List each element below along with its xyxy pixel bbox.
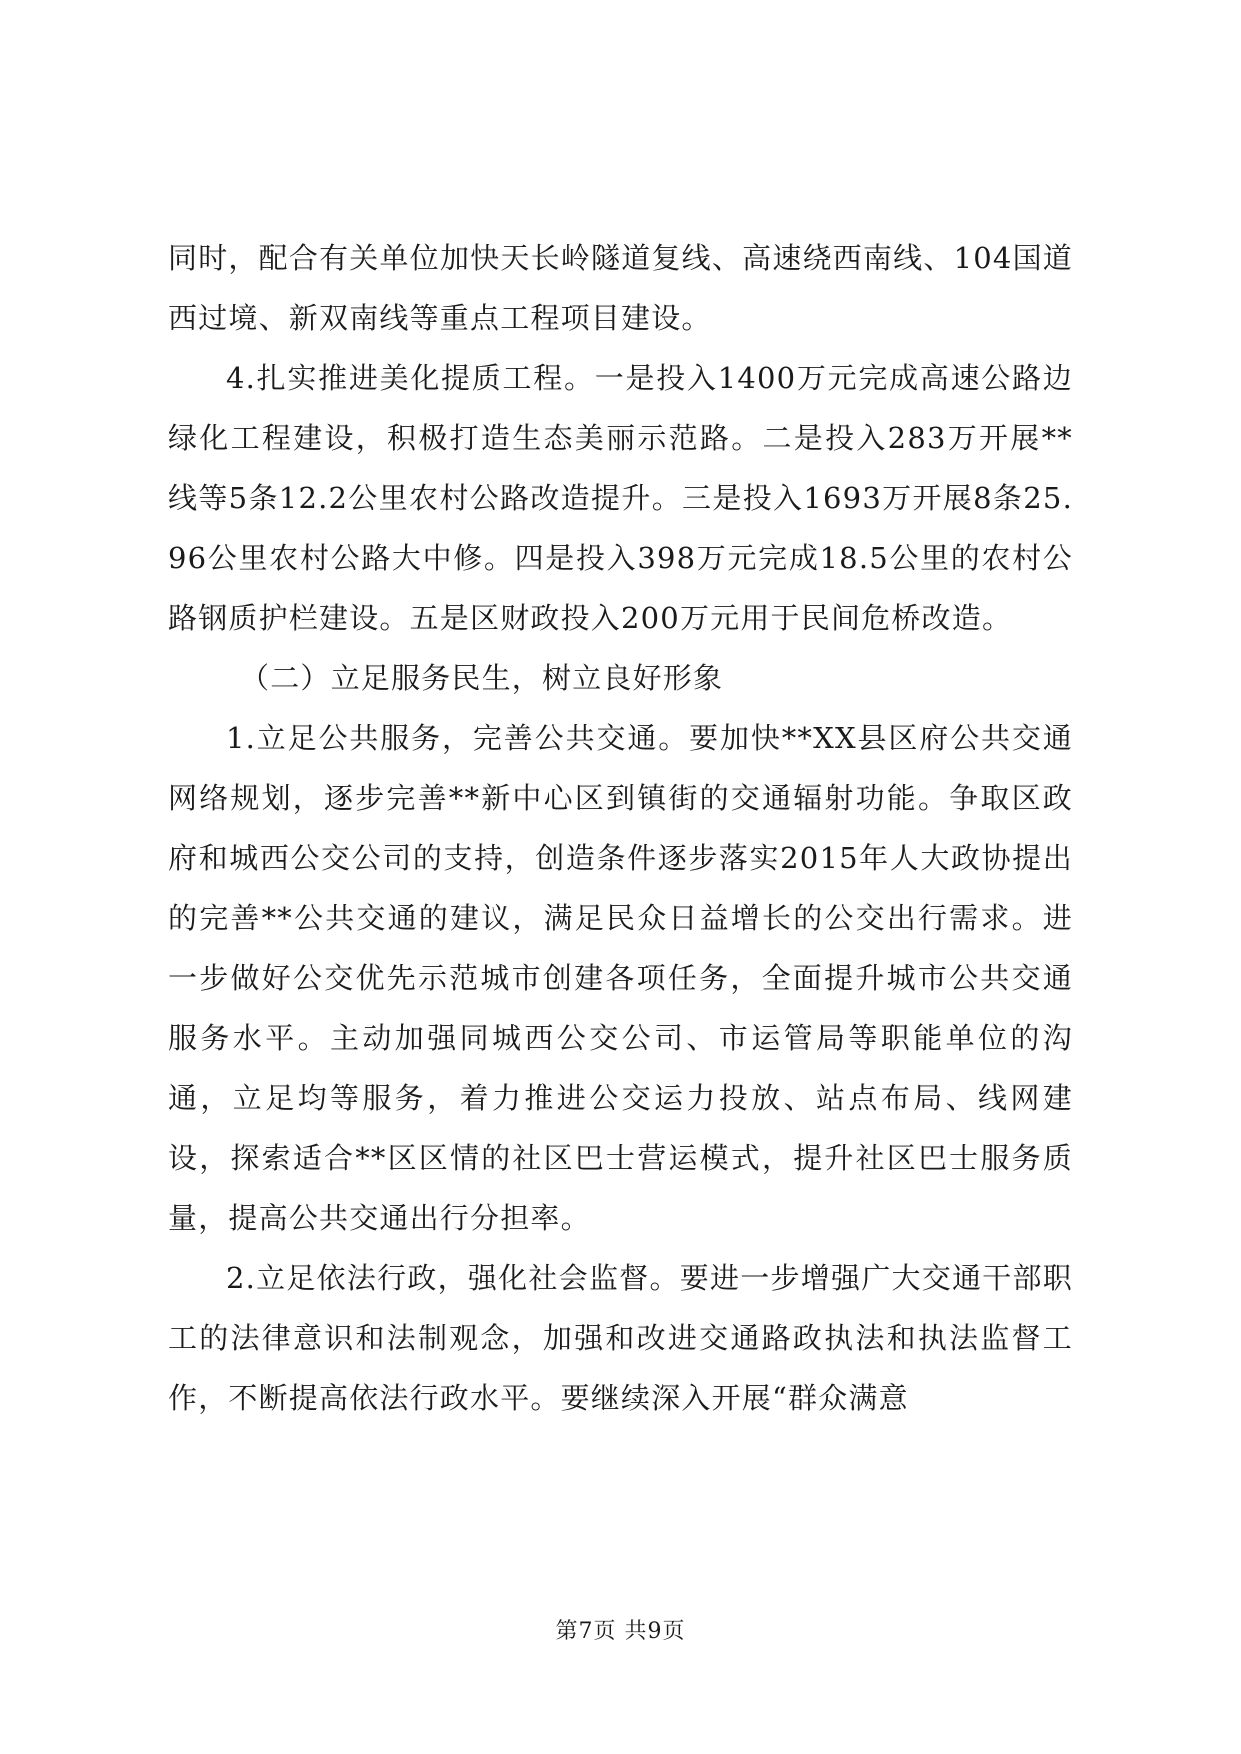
section-heading: （二）立足服务民生，树立良好形象 bbox=[240, 661, 724, 695]
paragraph-continuation: 同时，配合有关单位加快天长岭隧道复线、高速绕西南线、104国道西过境、新双南线等重点工程项目建设。 bbox=[168, 241, 1073, 335]
paragraph-item-2: 2.立足依法行政，强化社会监督。要进一步增强广大交通干部职工的法律意识和法制观念，加强和改进交通路政执法和执法监督工作，不断提高依法行政水平。要继续深入开展“群众满意 bbox=[168, 1261, 1073, 1415]
paragraph-item-4: 4.扎实推进美化提质工程。一是投入1400万元完成高速公路边绿化工程建设，积极打造生态美丽示范路。二是投入283万开展**线等5条12.2公里农村公路改造提升。三是投入1693万开展8条25.96公里农村公路大中修。四是投入398万元完成18.5公里的农村公路钢质护栏建设。五是区财政投入200万元用于民间危桥改造。 bbox=[168, 361, 1073, 635]
document-body bbox=[168, 228, 1073, 1428]
page-number-footer: 第7页 共9页 bbox=[555, 1619, 686, 1644]
paragraph-item-1: 1.立足公共服务，完善公共交通。要加快**XX县区府公共交通网络规划，逐步完善**新中心区到镇街的交通辐射功能。争取区政府和城西公交公司的支持，创造条件逐步落实2015年人大政协提出的完善**公共交通的建议，满足民众日益增长的公交出行需求。进一步做好公交优先示范城市创建各项任务，全面提升城市公共交通服务水平。主动加强同城西公交公司、市运管局等职能单位的沟通，立足均等服务，着力推进公交运力投放、站点布局、线网建设，探索适合**区区情的社区巴士营运模式，提升社区巴士服务质量，提高公共交通出行分担率。 bbox=[168, 721, 1073, 1235]
